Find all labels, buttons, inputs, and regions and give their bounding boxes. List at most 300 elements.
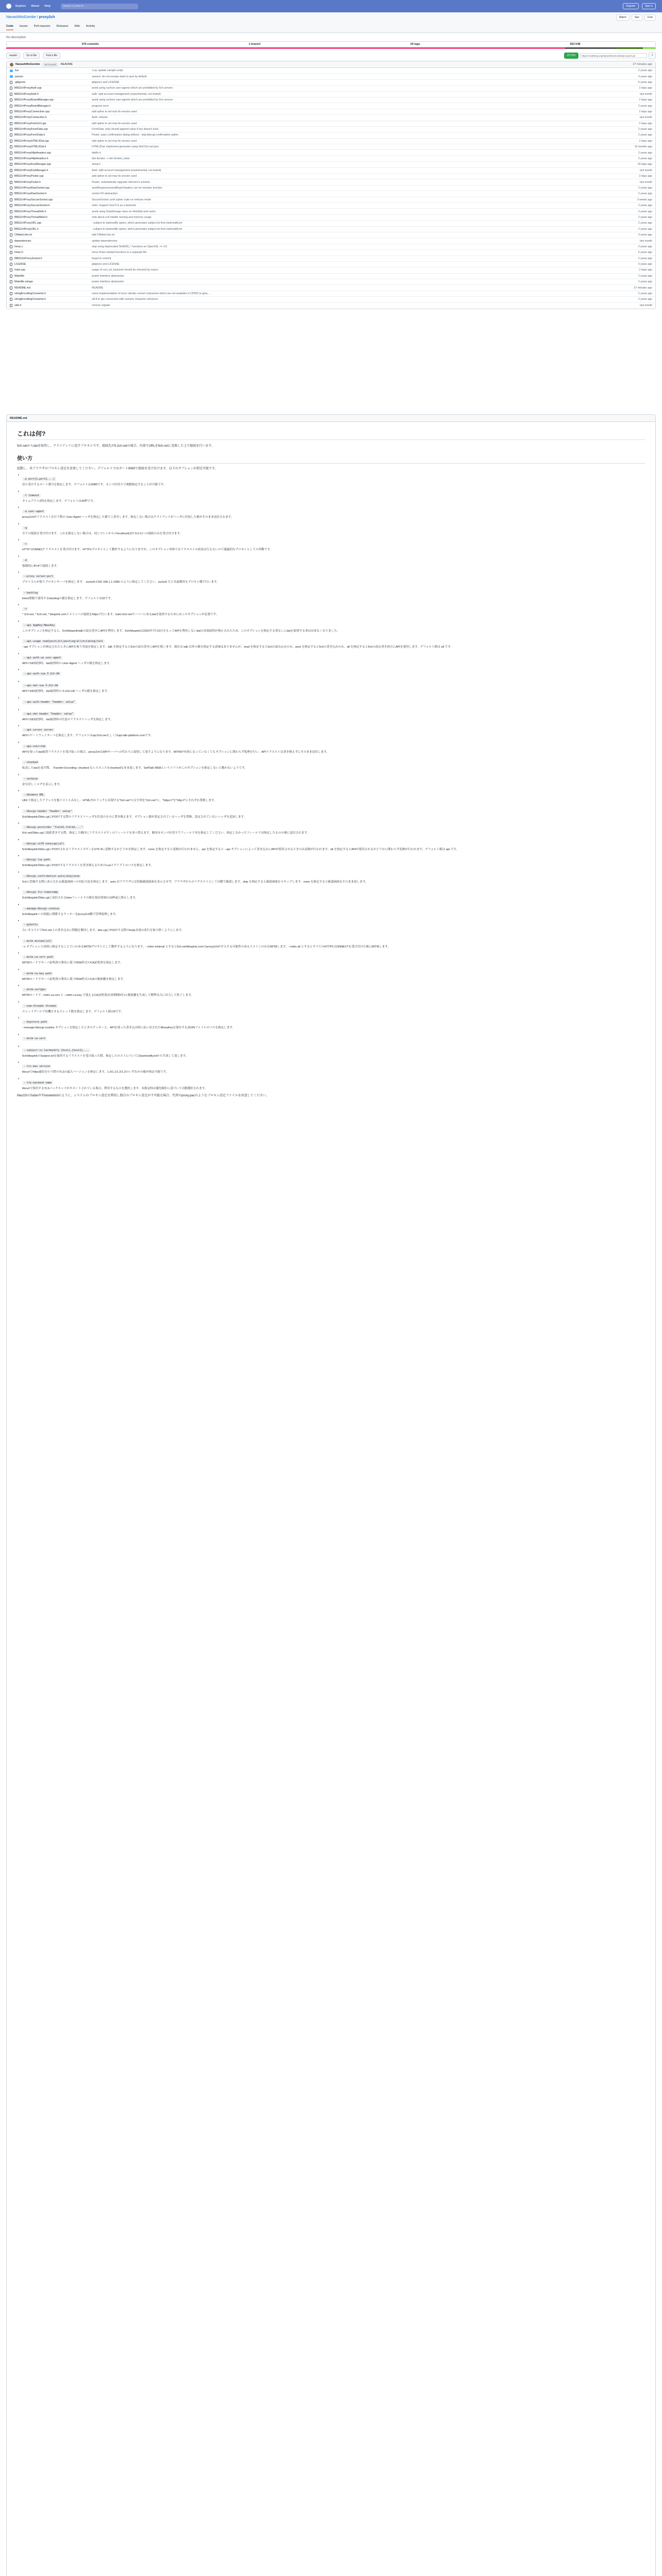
file-age: last month xyxy=(640,304,652,308)
file-commit-message[interactable]: Lua: update sample script xyxy=(92,69,123,73)
file-name[interactable]: BBS2chProxyURL.cpp xyxy=(14,222,42,225)
option-flag: --chunked xyxy=(22,760,39,765)
language-segment xyxy=(617,47,642,49)
nav-about[interactable]: About xyxy=(31,5,40,8)
table-row[interactable] xyxy=(7,262,655,267)
file-commit-message[interactable]: string.h xyxy=(92,163,101,166)
file-age: 2 days ago xyxy=(639,98,652,102)
option-description: MITMモードで --mitm-ca-cert と --mitm-ca-key で使えるCA証明書(有効期間5年)と秘密鍵を生成して標準出力に出力して終了します。 xyxy=(22,994,194,997)
file-commit-message[interactable]: add option to set max tls version used xyxy=(92,110,137,113)
file-commit-message[interactable]: update dependencies xyxy=(92,239,118,243)
option-flag: --api-auth-xua X-2ch-UA xyxy=(22,672,61,676)
avatar[interactable] xyxy=(10,63,13,66)
option-description: このオプションを指定すると、5ch/bbspink/talkの読み書きにAPIを利用します。5ch/bbspinkは2023年7月10日をもってAPIを利用しないdatの直接取得が廃止されたため、このオプションを指定する事なしにdatを取得する事は出来なくなりました。 xyxy=(22,629,340,633)
tags-count[interactable]: 29 tags xyxy=(410,43,420,46)
list-item xyxy=(22,887,645,901)
file-name[interactable]: BBS2chProxyAuth.cpp xyxy=(14,87,42,90)
table-row[interactable] xyxy=(7,139,655,144)
file-commit-message[interactable]: move hmac-related functions to a separate file xyxy=(92,251,147,255)
option-flag: -g xyxy=(22,526,28,530)
file-commit-message[interactable]: add option to set max tls version used xyxy=(92,122,137,125)
option-flag: --num-threads threads xyxy=(22,1004,58,1008)
file-icon xyxy=(10,228,12,231)
file-name[interactable]: utils.h xyxy=(14,304,22,308)
site-logo-icon[interactable] xyxy=(6,4,11,9)
file-commit-message[interactable]: Auth: split account management (experimental, not tested) xyxy=(92,168,161,172)
list-item xyxy=(22,539,645,552)
table-row[interactable] xyxy=(7,209,655,214)
file-icon xyxy=(10,304,12,307)
file-name[interactable]: .gitignore xyxy=(14,80,26,84)
option-description: 転送したdatを返す際、 Transfer-Encoding: chunked なレスポンスをchunkedなまま返します。SoftTalk WEBというソフトがこのオプションを指定しないと動かないようです。 xyxy=(22,767,247,770)
tab-activity[interactable]: Activity xyxy=(86,25,95,28)
nav-explore[interactable]: Explore xyxy=(15,5,26,8)
file-name[interactable]: BBS2chProxyBoardManager.h xyxy=(14,104,51,108)
file-age: 6 years ago xyxy=(638,251,652,255)
option-flag: -a user-agent xyxy=(22,510,45,514)
file-age: last month xyxy=(640,116,652,120)
file-name[interactable]: BBS2chProxyFormData.cpp xyxy=(14,128,48,131)
language-bar xyxy=(6,47,656,49)
file-name[interactable]: LICENSE xyxy=(14,263,26,266)
file-icon xyxy=(10,292,12,295)
table-row[interactable] xyxy=(7,174,655,179)
watch-button[interactable]: Watch xyxy=(616,14,630,21)
folder-icon xyxy=(10,75,13,78)
table-row[interactable] xyxy=(7,156,655,162)
list-item xyxy=(22,506,645,520)
table-row[interactable] xyxy=(7,144,655,150)
latest-commit xyxy=(7,61,655,68)
file-commit-message[interactable]: FormData: set() should append value if key doesn't exist xyxy=(92,128,159,131)
option-flag: --api-auth-header "header: value" xyxy=(22,700,76,704)
option-description: 全ての接続を受け付けます。これを指定しない場合は、同じマシンからのlocalhost(127.0.0.1)への接続のみを受け付けます。 xyxy=(22,532,183,535)
option-flag: --bbscgi-utf8 none|api|all xyxy=(22,842,65,846)
file-name[interactable]: parson xyxy=(15,75,23,78)
file-name[interactable]: BBS2chProxyKeyManager.cpp xyxy=(14,163,51,166)
file-name[interactable]: BBS2chProxyHttpHeaders.h xyxy=(14,157,48,161)
file-commit-message[interactable]: Poster: pass confirmation dialog without --skip-bbscgi-confirmation option xyxy=(92,133,179,137)
https-toggle[interactable]: HTTPS xyxy=(564,53,578,59)
file-icon xyxy=(10,181,12,184)
file-commit-message[interactable]: Auth: refactor xyxy=(92,116,108,120)
table-row[interactable] xyxy=(7,80,655,86)
table-row[interactable] xyxy=(7,121,655,127)
repo-header xyxy=(0,12,662,33)
file-name[interactable]: IBBS2chProxySocket.h xyxy=(14,257,42,260)
branch-bar xyxy=(6,52,656,59)
file-name[interactable]: stringEncodingConverter.h xyxy=(14,292,46,296)
table-row[interactable] xyxy=(7,103,655,109)
sign-in-button[interactable]: Sign in xyxy=(642,3,656,9)
file-name[interactable]: dependencies xyxy=(14,239,31,243)
option-description: libcurlでhttps通信を行う際のTLSの最大バージョンを指定します。1.0/1.1/1.2/1.3のいずれかの値が指定可能です。 xyxy=(22,1071,169,1074)
file-name[interactable]: main.cpp xyxy=(14,268,26,272)
file-icon xyxy=(10,275,12,278)
file-age: 2 years ago xyxy=(638,128,652,131)
file-commit-message[interactable]: HTML2Dat: implement generator using html.5ch.net json xyxy=(92,145,159,149)
file-age: 3 years ago xyxy=(638,233,652,237)
file-rows xyxy=(7,68,655,309)
readme-header xyxy=(7,415,655,422)
file-name[interactable]: BBS2chProxyRawSocket.cpp xyxy=(14,187,50,190)
file-icon xyxy=(10,163,12,166)
option-description: 古いギコナビで5ch.net上の書き込みに問題を解決します。bbs.cgiにPOSTする際のbody末尾の改行を取り除くようにします。 xyxy=(22,929,185,932)
file-commit-message[interactable]: SecureSocket: print cipher suite on verbose mode xyxy=(92,198,151,201)
file-age: 3 weeks ago xyxy=(637,198,652,201)
file-age: 2 years ago xyxy=(638,245,652,248)
table-row[interactable] xyxy=(7,179,655,185)
file-name[interactable]: BBS2chProxyPoster.h xyxy=(14,180,41,184)
table-row[interactable] xyxy=(7,97,655,103)
tab-issues[interactable]: Issues xyxy=(19,25,28,28)
option-flag: --verbose xyxy=(22,777,39,781)
repo-description: No description xyxy=(6,36,26,39)
file-name[interactable]: README.md xyxy=(14,286,30,290)
file-name[interactable]: BBS2chProxyThreadInfo.h xyxy=(14,210,46,213)
tab-releases[interactable]: Releases xyxy=(56,25,69,28)
clone-url-input[interactable]: https://codeberg.org/NanashiNoGombe/proxy2ch.git xyxy=(580,53,647,58)
file-icon xyxy=(10,210,12,213)
table-row[interactable] xyxy=(7,244,655,250)
file-icon xyxy=(10,122,12,125)
file-commit-message[interactable]: Poster: automatically upgrade referrers's scheme xyxy=(92,180,150,184)
file-age: 29 days ago xyxy=(637,163,652,166)
folder-icon xyxy=(10,70,13,72)
list-item xyxy=(22,653,645,666)
file-name[interactable]: Makefile.mingw xyxy=(14,280,33,284)
option-flag: --api-usage read|post|all|posting|allincluding|talk xyxy=(22,639,105,643)
file-name[interactable]: Makefile xyxy=(14,274,25,278)
option-description: プロトコルが使うプロキシサーバを指定します。 socks5://192.168.1.1:1080 のように指定してください。socks5 だと名前解決もプロキシ側で行います。 xyxy=(22,581,220,584)
what-paragraph: 5ch.netからdatを取得し、クライアントに返すプロキシです。接続先が5.2ch.netの場合、内部でURLを5ch.netに変換した上で接続を行います。 xyxy=(17,445,214,448)
option-flag: --api AppKey:HmacKey xyxy=(22,623,56,628)
file-icon xyxy=(10,245,12,248)
option-description: listen関数で使用するbacklogの値を指定します。デフォルトは32です。 xyxy=(22,597,114,600)
file-name[interactable]: BBS2chProxyThreadMset.h xyxy=(14,215,48,219)
file-commit-message[interactable]: utf-8 to sjis conversion with numeric character reference xyxy=(92,298,158,301)
file-icon xyxy=(10,280,12,283)
file-age: 2 years ago xyxy=(638,187,652,190)
file-icon xyxy=(10,192,12,195)
table-row[interactable] xyxy=(7,92,655,97)
option-description: --c オプションと同時に指定することでいわゆるMITMプロキシとして動作するようになります。--mitm minimal とすると5ch.net/bbspink.comのproxy2chが介入する可能性のあるドメインのみをMITMします。--mitm all とするとすべてのHTTPS CONNECTを受け付けた後にMITMします。 xyxy=(22,945,391,948)
file-age: 2 years ago xyxy=(638,222,652,225)
option-flag: --bbscgi-confirmation auto|skip|none xyxy=(22,874,81,878)
file-name[interactable]: BBS2chProxyHTML2Dat.cpp xyxy=(14,139,49,143)
repo-stats xyxy=(6,41,656,47)
file-name[interactable]: hmac.c xyxy=(14,245,23,248)
option-flag: --mitm-ca-cert path xyxy=(22,955,55,959)
option-description: proxy2chがリクエストを行う際の User-Agent ヘッダを指定した値で上書きします。指定しない場合はクライアントがヘッダに付加した値がそのまま送信されます。 xyxy=(22,516,234,519)
language-segment xyxy=(6,47,565,49)
table-row[interactable] xyxy=(7,250,655,256)
file-icon xyxy=(10,198,12,201)
table-row[interactable] xyxy=(7,132,655,138)
option-flag: --api-auth-ua user-agent xyxy=(22,656,62,660)
file-name[interactable]: BBS2chProxyRawSocket.h xyxy=(14,192,47,196)
tab-code[interactable]: Code xyxy=(6,25,13,30)
file-commit-message[interactable]: distfix it xyxy=(92,151,101,155)
commit-author[interactable]: NanashiNoGombe xyxy=(15,63,40,66)
table-row[interactable] xyxy=(7,150,655,156)
repo-title: NanashiNoGombe / proxy2ch xyxy=(6,15,55,19)
file-icon xyxy=(10,169,12,172)
list-item xyxy=(22,774,645,787)
list-item xyxy=(22,969,645,982)
language-segment xyxy=(643,47,656,49)
file-age: 2 years ago xyxy=(638,257,652,260)
option-description: APIを使ったdat取得リクエストを受け取った場合、proxy2chはAPIサーバへの代わりに取得して返すようになります。MITMが有効になっていなくてもオプションに関わらず処理を行い、APIリクエストは書き換えずにそのまま送信します。 xyxy=(22,750,329,754)
search-input[interactable]: Search or jump to... xyxy=(61,4,138,9)
star-button[interactable]: Star xyxy=(632,14,642,21)
file-age: 3 years ago xyxy=(638,75,652,78)
file-age: last month xyxy=(640,239,652,243)
file-icon xyxy=(10,187,12,190)
table-row[interactable] xyxy=(7,285,655,291)
option-list xyxy=(17,474,645,1091)
file-icon xyxy=(10,105,12,108)
file-commit-message[interactable]: progress once xyxy=(92,104,109,108)
table-row[interactable] xyxy=(7,74,655,79)
file-name[interactable]: BBS2chProxyAuth.h xyxy=(14,92,39,96)
file-name[interactable]: stringEncodingConverter.h xyxy=(14,298,46,301)
file-name[interactable]: BBS2chProxyURL.h xyxy=(14,227,39,231)
file-name[interactable]: hmac.h xyxy=(14,251,24,255)
option-flag: --bbscgi-header "header: value" xyxy=(22,809,73,814)
option-flag: --backlog xyxy=(22,591,39,595)
file-commit-message[interactable]: --subject-to-lastmodify option, which generates subject.txt from lastmodify.txt xyxy=(92,227,183,231)
file-name[interactable]: BBS2chProxyHTML2Dat.h xyxy=(14,145,46,149)
option-flag: --tty-backend name xyxy=(22,1081,53,1085)
table-row[interactable] xyxy=(7,127,655,132)
repo-owner[interactable]: NanashiNoGombe xyxy=(6,15,36,19)
list-item xyxy=(22,871,645,885)
file-name[interactable]: BBS2chProxyBoardManager.cpp xyxy=(14,98,54,102)
option-flag: --api-server server xyxy=(22,728,55,732)
file-icon xyxy=(10,286,12,290)
download-icon[interactable]: ⭳ xyxy=(649,52,656,59)
file-commit-message[interactable]: poster interface abstraction xyxy=(92,280,124,284)
option-flag: -c xyxy=(22,542,28,546)
option-description: --manage-bbscgi-cookies オプションを指定したときのクッキーと、APIを使った書き込み時に払い出されたMonaKeyを保存するJSONファイルのパスを指定します。 xyxy=(22,1026,235,1029)
table-row[interactable] xyxy=(7,297,655,302)
file-commit-message[interactable]: gitignore and LICENSE xyxy=(92,263,120,266)
file-icon xyxy=(10,157,12,160)
option-description: 5ch/bbspinkのSubject.txtを取得するリクエストを受け取った際、指定したホストについてはlastmodify.txtから生成して返します。 xyxy=(22,1054,189,1058)
file-icon xyxy=(10,216,12,219)
list-item xyxy=(22,741,645,755)
option-description: 余分詳しくログを表示します。 xyxy=(22,783,62,786)
list-item xyxy=(22,620,645,634)
table-row[interactable] xyxy=(7,197,655,203)
file-icon xyxy=(10,233,12,236)
option-description: * 2ch.net, *.5ch.net, *.bbspink.comドメインへの接続をhttpsで行います。kako.5ch.netサーバーにあるdatを取得するためにはこのオプションが必要です。 xyxy=(22,613,219,616)
table-row[interactable] xyxy=(7,221,655,226)
table-row[interactable] xyxy=(7,68,655,74)
file-name[interactable]: BBS2chProxySecureSocket.h xyxy=(14,204,50,208)
file-commit-message[interactable]: add CMakeLists.txt xyxy=(92,233,115,237)
table-row[interactable] xyxy=(7,86,655,91)
file-icon xyxy=(10,222,12,225)
file-name[interactable]: BBS2chProxyFetchUrl.cpp xyxy=(14,122,46,125)
nav-help[interactable]: Help xyxy=(44,5,51,8)
table-row[interactable] xyxy=(7,191,655,197)
tab-wiki[interactable]: Wiki xyxy=(74,25,80,28)
file-icon xyxy=(10,116,12,119)
list-item xyxy=(22,985,645,998)
file-commit-message[interactable]: some implementation of iconv silently convert characters which are not available in CP932 to geta, ... xyxy=(92,292,211,296)
file-age: last month xyxy=(640,180,652,184)
table-row[interactable] xyxy=(7,215,655,221)
file-commit-message[interactable]: README xyxy=(92,286,104,290)
file-age: 2 days ago xyxy=(639,87,652,90)
file-commit-message[interactable]: avoid using curl/xxx user-agents which are prohibited by 5ch servers xyxy=(92,98,173,102)
table-row[interactable] xyxy=(7,203,655,209)
auth-links xyxy=(623,3,656,9)
list-item xyxy=(22,855,645,868)
file-commit-message[interactable]: avoid using curl/xxx user-agents which are prohibited by 5ch servers xyxy=(92,87,173,90)
find-file-button[interactable]: Find a file xyxy=(43,53,60,59)
file-icon xyxy=(10,133,12,137)
option-description: MITMモードでサーバ証明書の署名に使うPEM形式のCAの秘密鍵を指定します。 xyxy=(22,977,126,981)
file-commit-message[interactable]: usage of curl_ssl_backend should be checked by macro xyxy=(92,268,158,272)
commits-count[interactable]: 379 commits xyxy=(81,43,99,46)
file-icon xyxy=(10,128,12,131)
table-row[interactable] xyxy=(7,303,655,309)
list-item xyxy=(22,806,645,820)
commit-message[interactable]: README xyxy=(60,63,73,66)
table-row[interactable] xyxy=(7,256,655,262)
option-flag: --bbscgi-fix-timestamp xyxy=(22,890,59,894)
option-flag: -s xyxy=(22,607,28,611)
file-name[interactable]: BBS2chProxyConnection.cpp xyxy=(14,110,50,113)
fork-button[interactable]: Fork xyxy=(644,14,656,21)
option-flag: --mitm-ca-key path xyxy=(22,972,53,976)
option-description: 5ch/bbspink/2bbs.cgiにPOSTされるリクエストボディをUTF-8に変換するかどうかを指定します。none を指定すると変換は行われません。api を指定すると --api オプションによって書き込みにAPIが使用されるときのみ変換が行われます。all を指定するとAPIが使用されるかどうかに関わらず変換が行われます。デフォルト値は api です。 xyxy=(22,848,459,851)
file-age: 2 years ago xyxy=(638,280,652,284)
list-item xyxy=(22,904,645,917)
footer-paragraph: MacOSのSafariやThunderbirdのように、システムのプロキシ設定を利用し独自のプロキシ設定が不可能な場合、代替のproxy.pacのようなプロキシ設定ファイルを用意してください。 xyxy=(17,1094,269,1097)
file-commit-message[interactable]: socket I/O abstraction xyxy=(92,192,118,196)
heading-what: これは何? xyxy=(17,429,645,440)
register-button[interactable]: Register xyxy=(623,3,639,9)
file-age: 2 days ago xyxy=(639,139,652,143)
file-commit-message[interactable]: forgot to commit xyxy=(92,257,111,260)
branches-count[interactable]: 1 branch xyxy=(249,43,261,46)
file-commit-message[interactable]: parson: do not escape slash in json by default xyxy=(92,75,147,78)
commit-time: 27 minutes ago xyxy=(633,63,652,66)
readme-body xyxy=(7,422,655,1106)
table-row[interactable] xyxy=(7,238,655,244)
table-row[interactable] xyxy=(7,227,655,232)
file-age: 2 years ago xyxy=(638,204,652,208)
file-icon xyxy=(10,240,12,243)
table-row[interactable] xyxy=(7,274,655,279)
file-age: 2 years ago xyxy=(638,104,652,108)
file-name[interactable]: BBS2chProxyFormData.h xyxy=(14,133,45,137)
table-row[interactable] xyxy=(7,267,655,273)
file-icon xyxy=(10,140,12,143)
go-to-file-button[interactable]: Go to file xyxy=(23,53,40,59)
file-commit-message[interactable]: gitignore and LICENSE xyxy=(92,80,120,84)
table-row[interactable] xyxy=(7,291,655,297)
file-commit-message[interactable]: --subject-to-lastmodify option, which generates subject.txt from lastmodify.txt xyxy=(92,222,183,225)
file-commit-message[interactable]: auth: split account management (experimental, not tested) xyxy=(92,92,161,96)
list-item xyxy=(22,1045,645,1059)
tab-pull-requests[interactable]: Pull requests xyxy=(34,25,51,28)
table-row[interactable] xyxy=(7,279,655,285)
file-commit-message[interactable]: dist iterator -> std::iterator_traits xyxy=(92,157,130,161)
file-commit-message[interactable]: stop using deprecated SHA256_* functions on OpenSSL >= 3.0 xyxy=(92,245,168,248)
repo-name[interactable]: proxy2ch xyxy=(39,15,55,19)
file-icon xyxy=(10,263,12,266)
file-name[interactable]: lua xyxy=(15,69,19,73)
table-row[interactable] xyxy=(7,232,655,238)
commit-hash[interactable]: a8744ea6f4 xyxy=(42,63,59,66)
file-icon xyxy=(10,175,12,178)
file-age: 6 years ago xyxy=(638,263,652,266)
option-description: APIのゲートウェイサーバを指定します。デフォルトはapi.5ch.netもしくはapi.talk-platform.comです。 xyxy=(22,734,154,737)
file-age: 2 years ago xyxy=(638,192,652,196)
file-commit-message[interactable]: remove register xyxy=(92,304,111,308)
list-item xyxy=(22,1061,645,1075)
list-item xyxy=(22,1001,645,1014)
file-age: 2 years ago xyxy=(638,298,652,301)
file-commit-message[interactable]: poster interface abstraction xyxy=(92,274,124,278)
file-age: 2 days ago xyxy=(639,268,652,272)
file-age: last month xyxy=(640,168,652,172)
file-name[interactable]: BBS2chProxyHttpHeaders.cpp xyxy=(14,151,51,155)
file-commit-message[interactable]: avoid using DataStorage class on html2dat and cache xyxy=(92,210,156,213)
file-commit-message[interactable]: add option to set max tls version used xyxy=(92,139,137,143)
option-flag: --proxy server:port xyxy=(22,574,55,579)
table-row[interactable] xyxy=(7,109,655,115)
file-name[interactable]: BBS2chProxyConnection.h xyxy=(14,116,47,120)
option-description: 5chに投稿する際に表示される確認画面への対応方法を指定します。auto はブラウザには投稿確認画面を表示させず、ブラウザからのリクエストとして自動で確認します。skip を指定すると確認画面をスキップします。none を指定すると確認画面をそのまま返します。 xyxy=(22,880,368,884)
file-commit-message[interactable]: sendResponse/sendBasicHeaders can be member function xyxy=(92,187,162,190)
list-item xyxy=(22,920,645,933)
table-row[interactable] xyxy=(7,162,655,167)
file-age: 2 years ago xyxy=(638,157,652,161)
readme-filename[interactable]: README.md xyxy=(10,416,27,420)
list-item xyxy=(22,490,645,504)
readme-panel xyxy=(6,414,656,2576)
option-flag: --api-override xyxy=(22,744,47,749)
table-row[interactable] xyxy=(7,115,655,121)
table-row[interactable] xyxy=(7,168,655,174)
file-age: 2 years ago xyxy=(638,151,652,155)
file-name[interactable]: BBS2chProxyPoster.cpp xyxy=(14,175,44,178)
file-name[interactable]: BBS2chProxyKeyManager.h xyxy=(14,168,48,172)
file-commit-message[interactable]: mitm: Support GnuTLS as a backend xyxy=(92,204,136,208)
option-description: 待ち受けするポート番号を指定します。デフォルトは9080です。カンマ区切りで複数指定することが可能です。 xyxy=(22,483,167,486)
file-commit-message[interactable]: add option to set max tls version used xyxy=(92,175,137,178)
list-item xyxy=(22,555,645,569)
list-item xyxy=(22,681,645,694)
file-age: 2 days ago xyxy=(639,110,652,113)
list-item xyxy=(22,697,645,706)
file-name[interactable]: BBS2chProxySecureSocket.cpp xyxy=(14,198,53,201)
table-row[interactable] xyxy=(7,185,655,191)
branch-selector[interactable]: master xyxy=(6,53,20,59)
file-age: 2 years ago xyxy=(638,292,652,296)
list-item xyxy=(22,725,645,738)
heading-usage: 使い方 xyxy=(17,454,645,464)
file-list xyxy=(6,61,656,309)
file-name[interactable]: CMakeLists.txt xyxy=(14,233,32,237)
file-commit-message[interactable]: note about curl handle reusing and memory usage xyxy=(92,215,152,219)
